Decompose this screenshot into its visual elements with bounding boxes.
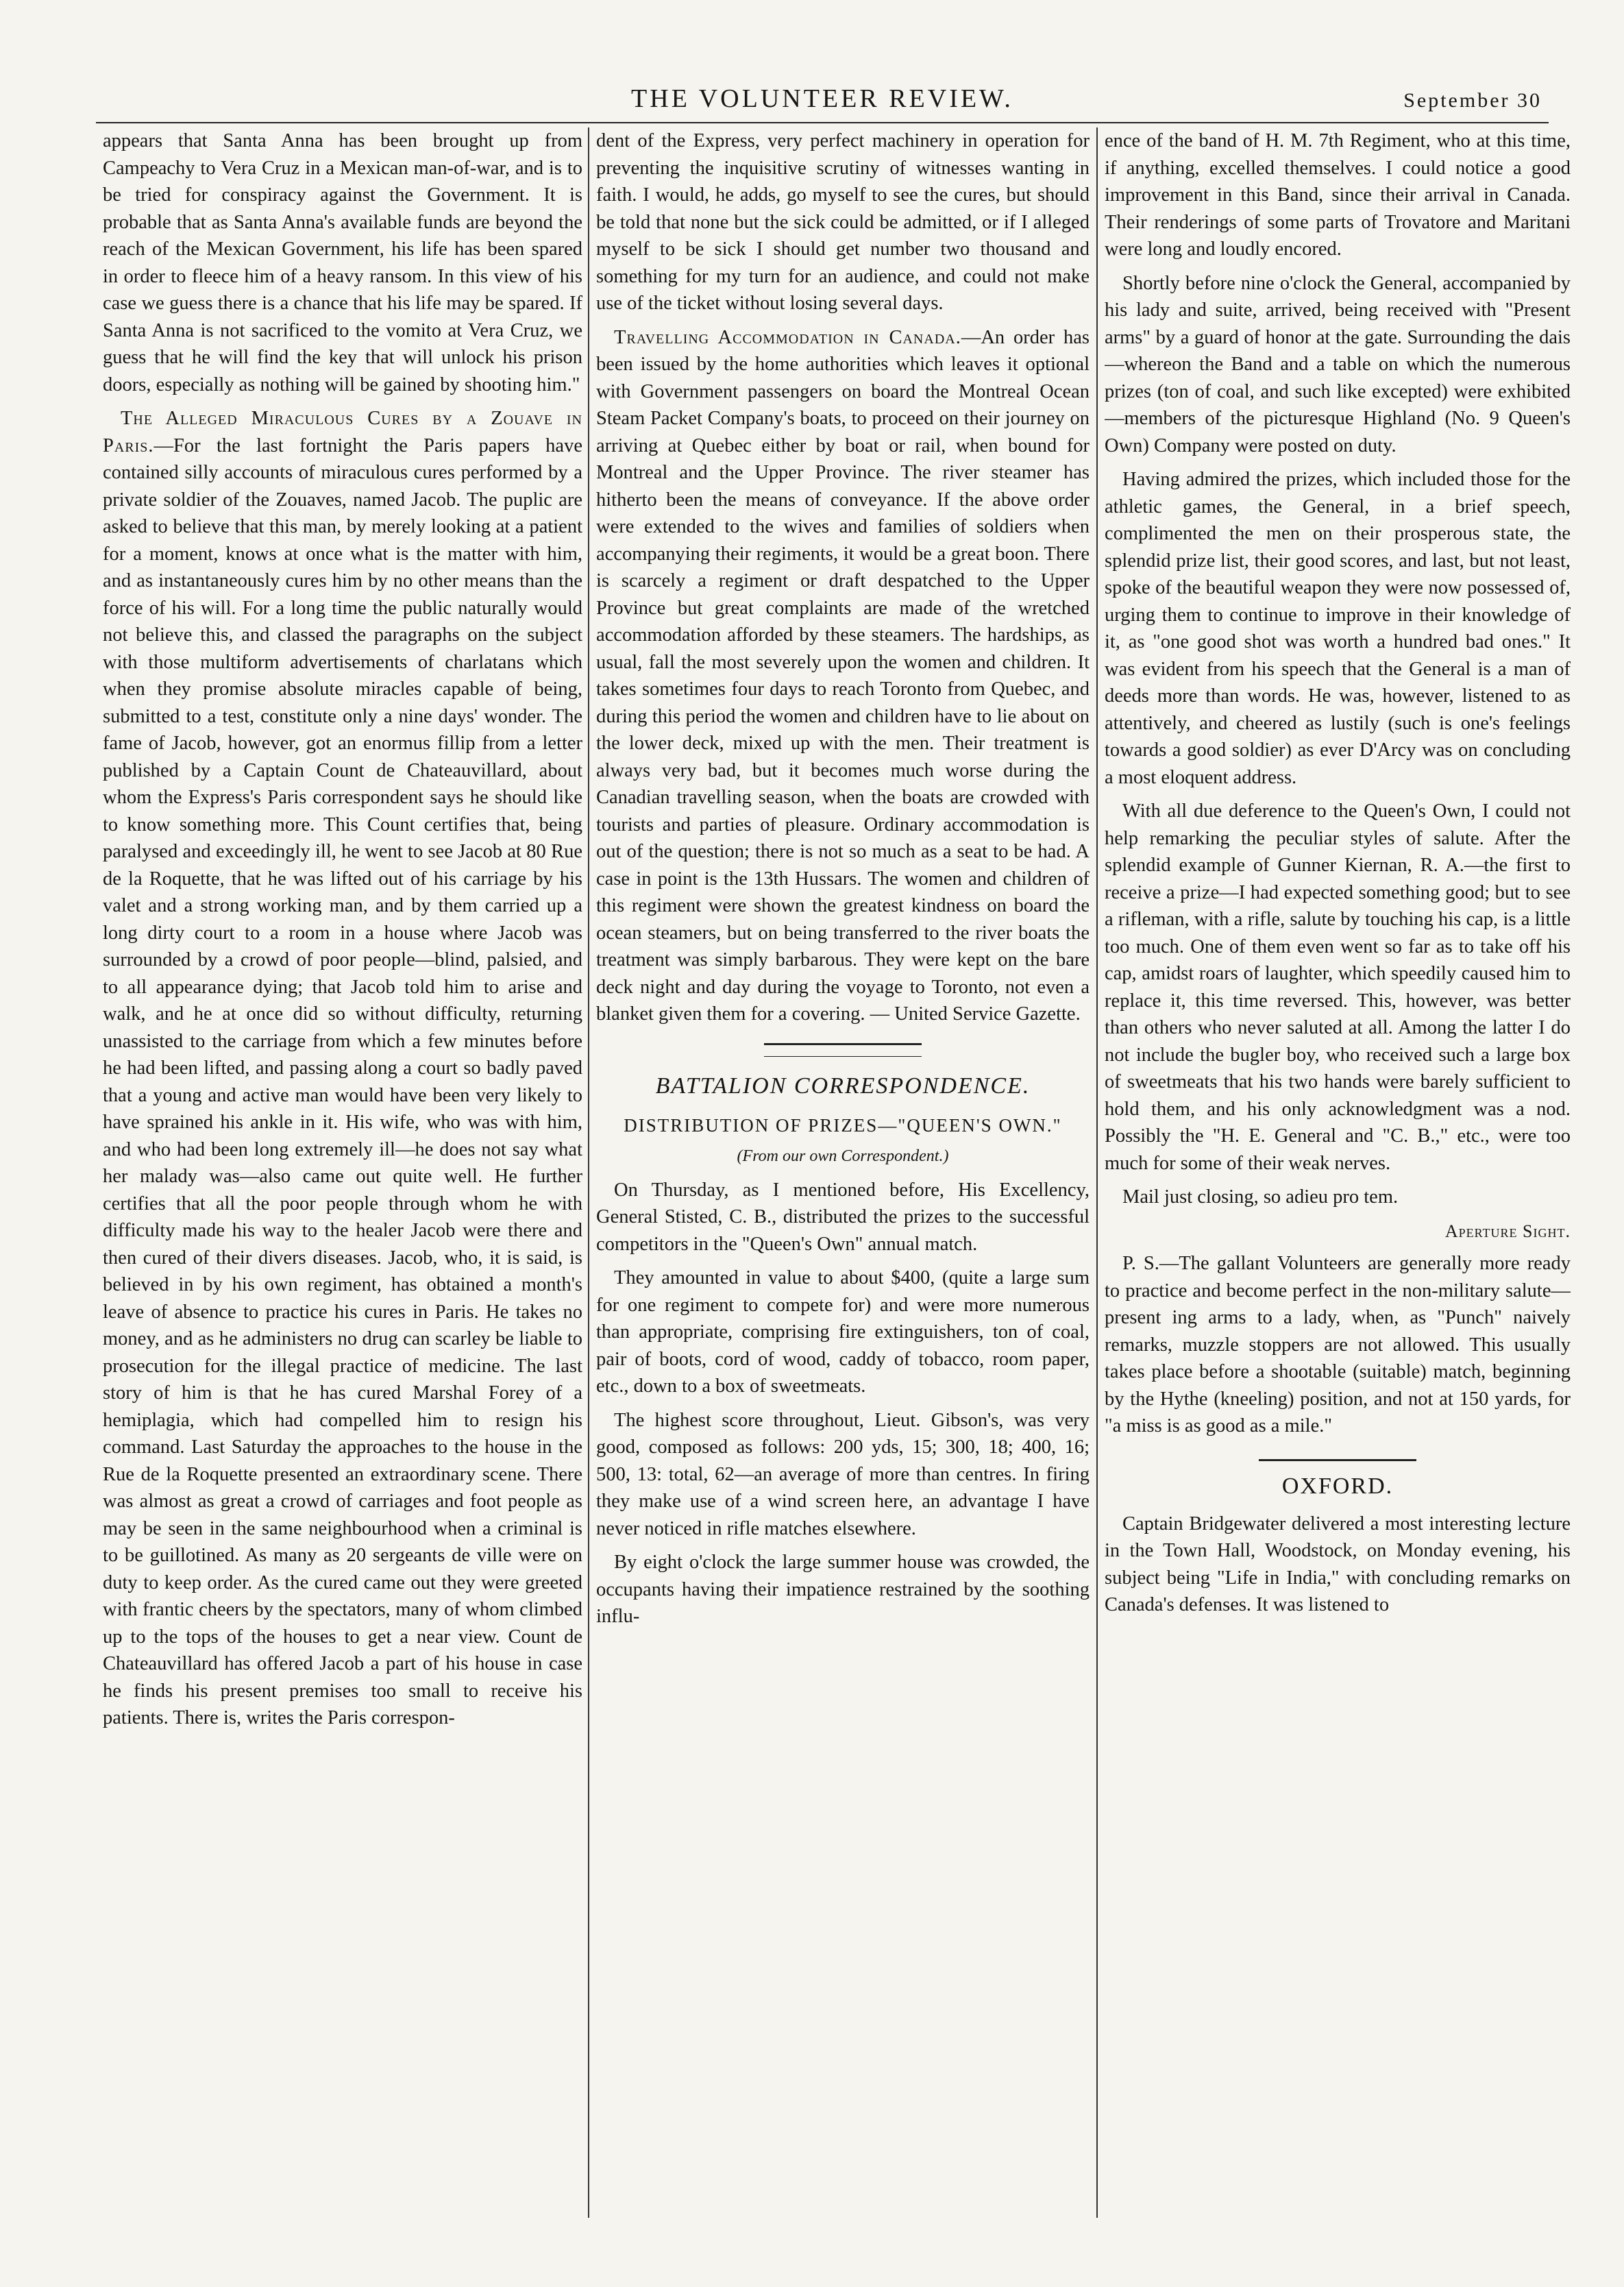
postscript-paragraph: P. S.—The gallant Volunteers are generally more ready to practice and become perfect in the non-military salute—present ing arms to a lady, when, as "Punch" naively remarks, muzzle stoppers are not allowed. This usually takes place before a shootable (suitable) match, beginning by the Hythe (kneeling) position, and not at 150 yards, for "a miss is as good as a mile." — [1105, 1253, 1571, 1436]
newspaper-title: THE VOLUNTEER REVIEW. — [631, 84, 1013, 113]
column-1 — [103, 127, 582, 2211]
salute-paragraph: With all due deference to the Queen's Own, I could not help remarking the peculiar styles of salute. After the splendid example of Gunner Kiernan, R. A.—the first to receive a prize—I had expected something good; but to see a rifleman, with a rifle, salute by touching his cap, is a little too much. One of them even went so far as to take off his cap, amidst roars of laughter, which speedily caused him to replace it, this time reversed. This, however, was better than others who never saluted at all. Among the latter I do not include the bugler boy, who received such a large box of sweetmeats that his two hands were barely sufficient to hold them, and his only acknowledgment was a nod. Possibly the "H. E. General and "C. B.," etc., were too much for some of their weak nerves. — [1105, 800, 1571, 1174]
column-divider — [1096, 127, 1098, 2218]
santa-anna-paragraph: appears that Santa Anna has been brought up from Campeachy to Vera Cruz in a Mexican man-of-war, and is to be tried for conspiracy against the Government. It is probable that as Santa Anna's available funds are beyond the reach of the Mexican Government, his life has been spared in order to fleece him of a heavy ransom. In this view of his case we guess there is a chance that his life may be spared. If Santa Anna is not sacrificed to the vomito at Vera Cruz, we guess that he will find the key that will unlock his prison doors, especially as nothing will be gained by shooting him." — [103, 130, 582, 395]
issue-date: September 30 — [1403, 89, 1542, 112]
section-rule — [764, 1043, 922, 1057]
article-body: —For the last fortnight the Paris papers have contained silly accounts of miraculous cures performed by a private soldier of the Zouaves, named Jacob. The puplic are asked to believe that this man, by merely looking at a patient for a moment, knows at once what is the matter with him, and as instantaneously cures him by no other means than the force of his will. For a long time the public naturally would not believe this, and classed the paragraphs on the subject with those multiform advertisements of charlatans which when they promise absolute miracles capable of being, submitted to a test, constitute only a nine days' wonder. The fame of Jacob, however, got an enormus fillip from a letter published by a Captain Count de Chateauvillard, about whom the Express's Paris correspondent says he should like to know something more. This Count certifies that, being paralysed and exceedingly ill, he went to see Jacob at 80 Rue de la Roquette, that he was lifted out of his carriage by his valet and a strong working man, and by them carried up a long dirty court to a room in a house where Jacob was surrounded by a crowd of poor people—blind, palsied, and to all appearance dying; that Jacob told him to arise and walk, and he at once did so without difficulty, returning unassisted to the carriage from which a few minutes before he had been lifted, and passing along a court so badly paved that a young and active man would have been very likely to have sprained his ankle in it. His wife, who was with him, and who had been long extremely ill—he does not say what her malady was—also came out quite well. He further certifies that all the poor people through whom he with difficulty made his way to the healer Jacob were there and then cured of their divers diseases. Jacob, who, it is said, is believed in by his own regiment, has obtained a month's leave of absence to practice his cures in Paris. He takes no money, and as he administers no drug can scarley be liable to prosecution for the illegal practice of medicine. The last story of him is that he has cured Marshal Forey of a hemiplagia, which had compelled him to resign his command. Last Saturday the approaches to the house in the Rue de la Roquette presented an extraordinary scene. There was almost as great a crowd of carriages and foot people as may be seen in the same neighbourhood when a criminal is to be guillotined. As many as 20 sergeants de ville were on duty to keep order. As the cured came out they were greeted with frantic cheers by the spectators, many of whom climbed up to the tops of the houses to get a near view. Count de Chateauvillard has offered Jacob a part of his house in case he finds his present premises too small to receive his patients. There is, writes the Paris correspon- — [103, 435, 582, 1728]
byline: (From our own Correspondent.) — [737, 1147, 949, 1165]
column-2 — [596, 127, 1090, 2211]
column-divider — [588, 127, 589, 2218]
section-heading: BATTALION CORRESPONDENCE. — [655, 1073, 1031, 1099]
page-header — [96, 8, 1549, 111]
prizes-paragraph: They amounted in value to about $400, (quite a large sum for one regiment to compete for) and were more numerous than appropriate, comprising fire extinguishers, ton of coal, pair of boots, cord of wood, caddy of tobacco, room paper, etc., down to a box of sweetmeats. — [596, 1267, 1090, 1397]
express-continuation: dent of the Express, very perfect machinery in operation for preventing the inquisitive scrutiny of witnesses wanting in faith. I would, he adds, go myself to see the cures, but should be told that none but the sick could be admitted, or if I alleged myself to be sick I should get number two thousand and something for my turn for an audience, and could not make use of the ticket without losing several days. — [596, 130, 1090, 314]
closing-paragraph: Mail just closing, so adieu pro tem. — [1122, 1186, 1399, 1208]
prizes-paragraph: By eight o'clock the large summer house was crowded, the occupants having their impatience restrained by the soothing influ- — [596, 1552, 1090, 1627]
oxford-heading: OXFORD. — [1281, 1473, 1394, 1499]
general-speech-paragraph: Having admired the prizes, which included those for the athletic games, the General, in a brief speech, complimented the men on their prosperous state, the splendid prize list, their good scores, and last, but not least, spoke of the beautiful weapon they were now possessed of, urging them to continue to improve in their knowledge of it, as "one good shot was worth a hundred bad ones." It was evident from his speech that the General is a man of deeds more than words. He was, however, listened to as attentively, and cheered as lustily (such is one's feelings towards a good soldier) as ever D'Arcy was on concluding a most eloquent address. — [1105, 469, 1571, 788]
travelling-accommodation-article — [596, 324, 1090, 1028]
oxford-paragraph: Captain Bridgewater delivered a most interesting lecture in the Town Hall, Woodstock, on Monday evening, his subject being "Life in India," with concluding remarks on Canada's defenses. It was listened to — [1105, 1513, 1571, 1615]
prizes-paragraph: On Thursday, as I mentioned before, His Excellency, General Stisted, C. B., distributed the prizes to the successful competitors in the "Queen's Own" annual match. — [596, 1179, 1090, 1255]
band-paragraph: ence of the band of H. M. 7th Regiment, who at this time, if anything, excelled themselves. I could notice a good improvement in this Band, since their arrival in Canada. Their renderings of some parts of Trovatore and Maritani were long and loudly encored. — [1105, 130, 1571, 260]
miraculous-cures-article — [103, 405, 582, 1732]
article-body: —An order has been issued by the home authorities which leaves it optional with Government passengers on board the Montreal Ocean Steam Packet Company's boats, to proceed on their journey on arriving at Quebec either by boat or rail, when bound for Montreal and the Upper Province. The river steamer has hitherto been the means of conveyance. If the above order were extended to the wives and families of soldiers when accompanying their regiments, it would be a great boon. There is scarcely a regiment or draft despatched to the Upper Province but great complaints are made of the wretched accommodation afforded by these steamers. The hardships, as usual, fall the most severely upon the women and children. It takes sometimes four days to reach Toronto from Quebec, and during this period the women and children have to lie about on the lower deck, mixed up with the men. Their treatment is always very bad, but it becomes much worse during the Canadian travelling season, when the boats are crowded with tourists and parties of pleasure. Ordinary accommodation is out of the question; there is not so much as a seat to be had. A case in point is the 13th Hussars. The women and children of this regiment were shown the greatest kindness on board the ocean steamers, but on being transferred to the river boats the treatment was simply barbarous. They were kept on the bare deck night and day during the voyage to Toronto, not even a blanket given them for a covering. — United Service Gazette. — [596, 326, 1090, 1025]
article-title: The Alleged Miraculous Cures by a Zouave in Paris. — [103, 408, 582, 456]
article-title: Travelling Accommodation in Canada. — [614, 326, 961, 348]
column-3 — [1105, 127, 1571, 2211]
prizes-paragraph: The highest score throughout, Lieut. Gibson's, was very good, composed as follows: 200 yds, 15; 300, 18; 400, 16; 500, 13: total, 62—an average of more than centres. In firing they make use of a wind screen here, an advantage I have never noticed in rifle matches elsewhere. — [596, 1409, 1090, 1539]
article-heading: DISTRIBUTION OF PRIZES—"QUEEN'S OWN." — [624, 1114, 1062, 1136]
signature: Aperture Sight. — [1444, 1221, 1571, 1241]
general-arrival-paragraph: Shortly before nine o'clock the General, accompanied by his lady and suite, arrived, being received with "Present arms" by a guard of honor at the gate. Surrounding the dais—whereon the Band and a table on which the numerous prizes (ton of coal, and such like excepted) were exhibited—members of the picturesque Highland (No. 9 Queen's Own) Company were posted on duty. — [1105, 272, 1571, 456]
header-rule — [96, 122, 1549, 123]
section-rule — [1259, 1459, 1416, 1461]
